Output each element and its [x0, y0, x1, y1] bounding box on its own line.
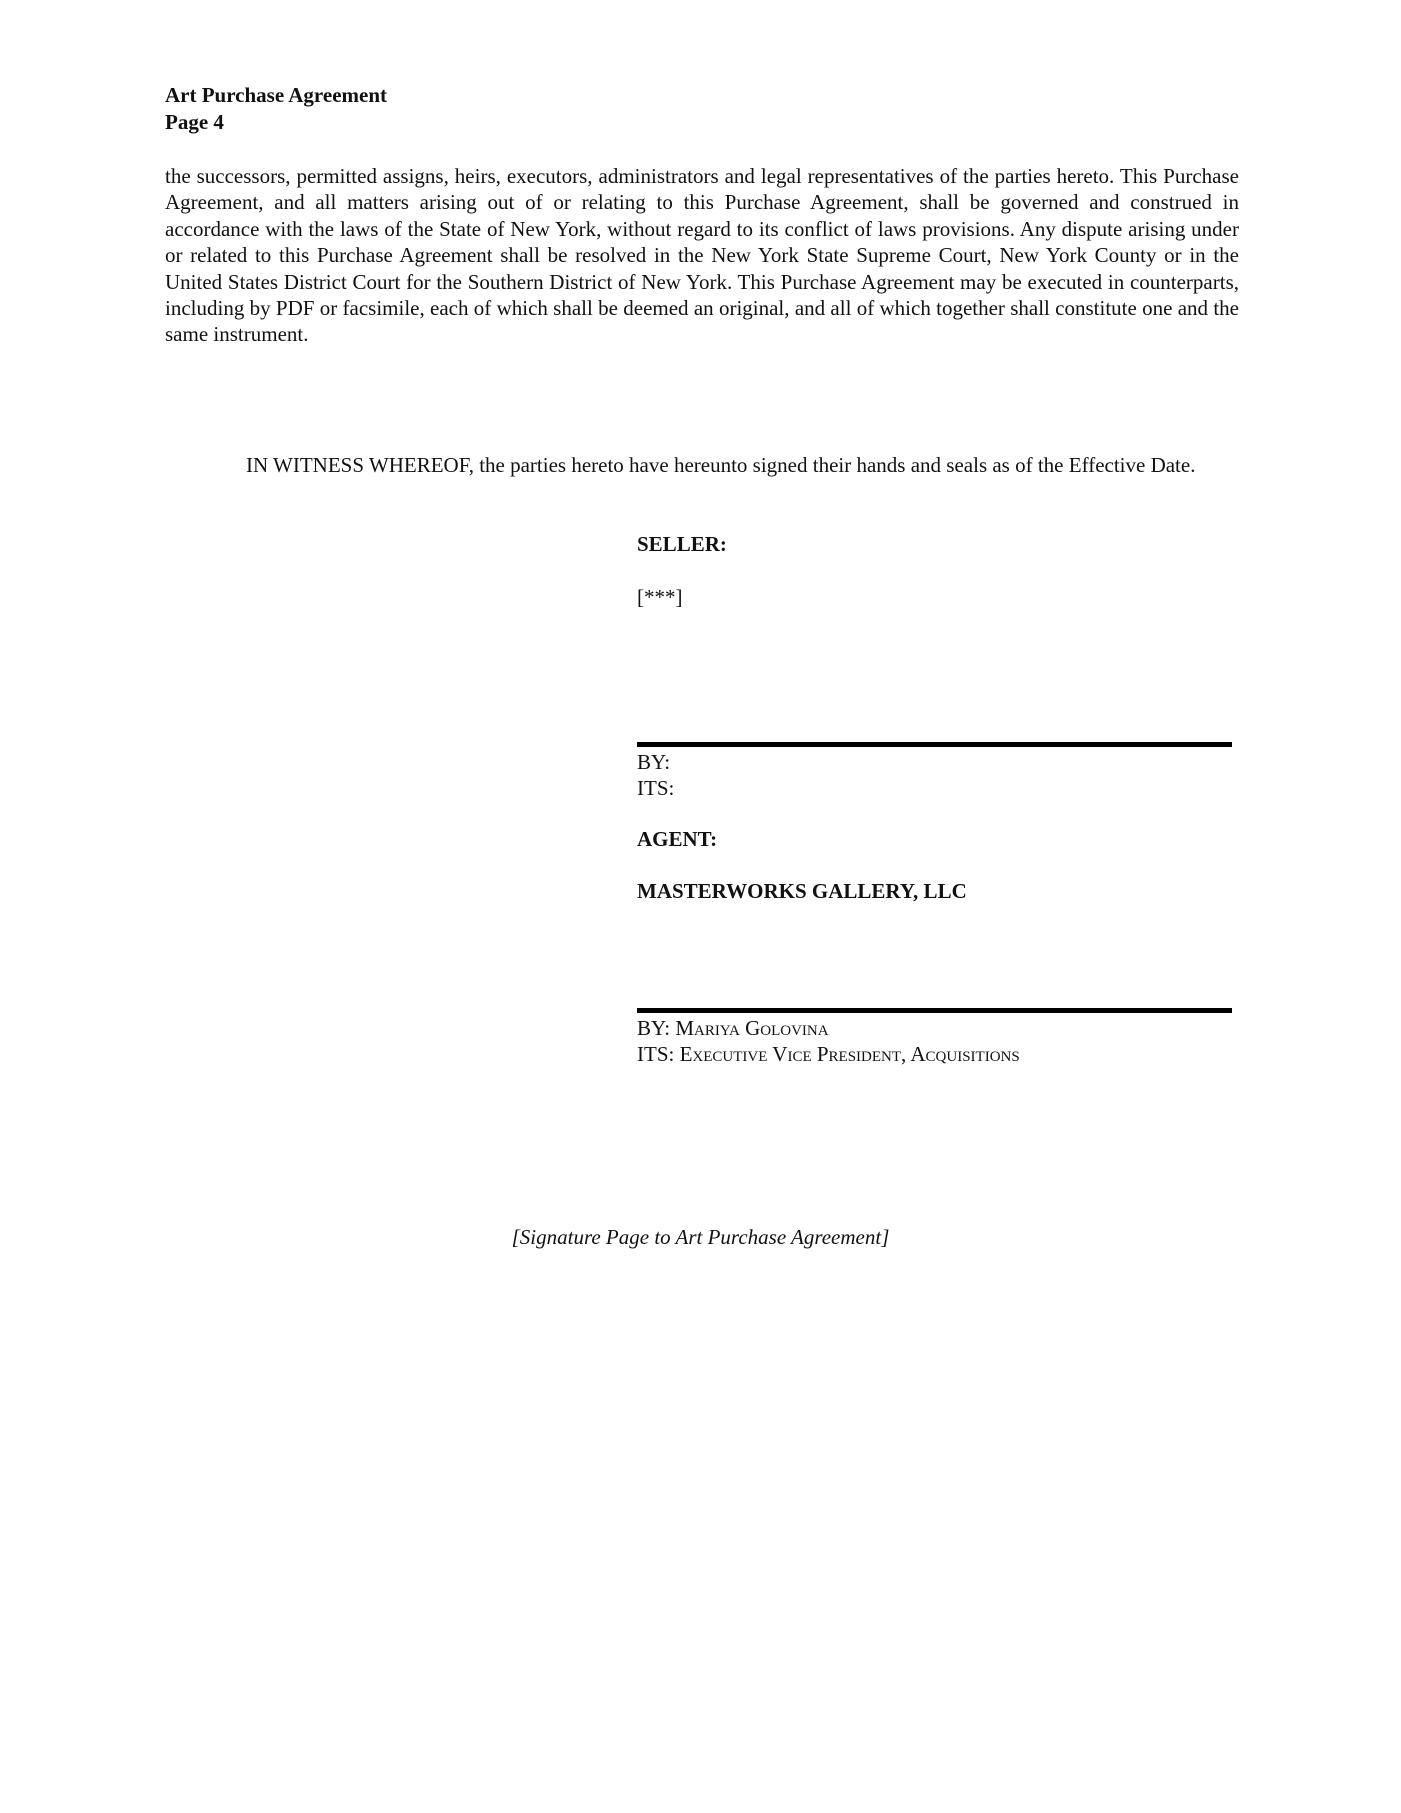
witness-paragraph: IN WITNESS WHEREOF, the parties hereto have hereunto signed their hands and seals as of the Effective Date. [246, 453, 1196, 477]
document-title: Art Purchase Agreement [165, 83, 387, 107]
agent-signature-line [637, 1008, 1232, 1013]
agent-its-label: ITS: [637, 1042, 675, 1066]
seller-its-label: ITS: [637, 776, 675, 800]
agent-its-line [637, 1041, 1020, 1067]
page-header [165, 82, 387, 136]
agent-by-line [637, 1015, 829, 1041]
governing-law-paragraph: the successors, permitted assigns, heirs, executors, administrators and legal representatives of the parties hereto. This Purchase Agreement, and all matters arising out of or relating to this Purchase Agreement, shall be governed and construed in accordance with the laws of the State of New York, without regard to its conflict of laws provisions. Any dispute arising under or related to this Purchase Agreement shall be resolved in the New York State Supreme Court, New York County or in the United States District Court for the Southern District of New York. This Purchase Agreement may be executed in counterparts, including by PDF or facsimile, each of which shall be deemed an original, and all of which together shall constitute one and the same instrument. [165, 164, 1239, 347]
agent-its-value: Executive Vice President, Acquisitions [679, 1042, 1020, 1066]
seller-by-line [637, 749, 670, 775]
page-number: Page 4 [165, 110, 224, 134]
seller-name: [***] [637, 585, 683, 609]
seller-signature-line [637, 742, 1232, 747]
agent-by-label: BY: [637, 1016, 671, 1040]
agent-by-value: Mariya Golovina [675, 1016, 829, 1040]
seller-by-label: BY: [637, 750, 671, 774]
agent-name: MASTERWORKS GALLERY, LLC [637, 879, 967, 903]
seller-its-line [637, 775, 674, 801]
signature-page-caption: [Signature Page to Art Purchase Agreement] [511, 1225, 890, 1249]
agent-heading: AGENT: [637, 827, 718, 851]
seller-heading: SELLER: [637, 532, 727, 556]
